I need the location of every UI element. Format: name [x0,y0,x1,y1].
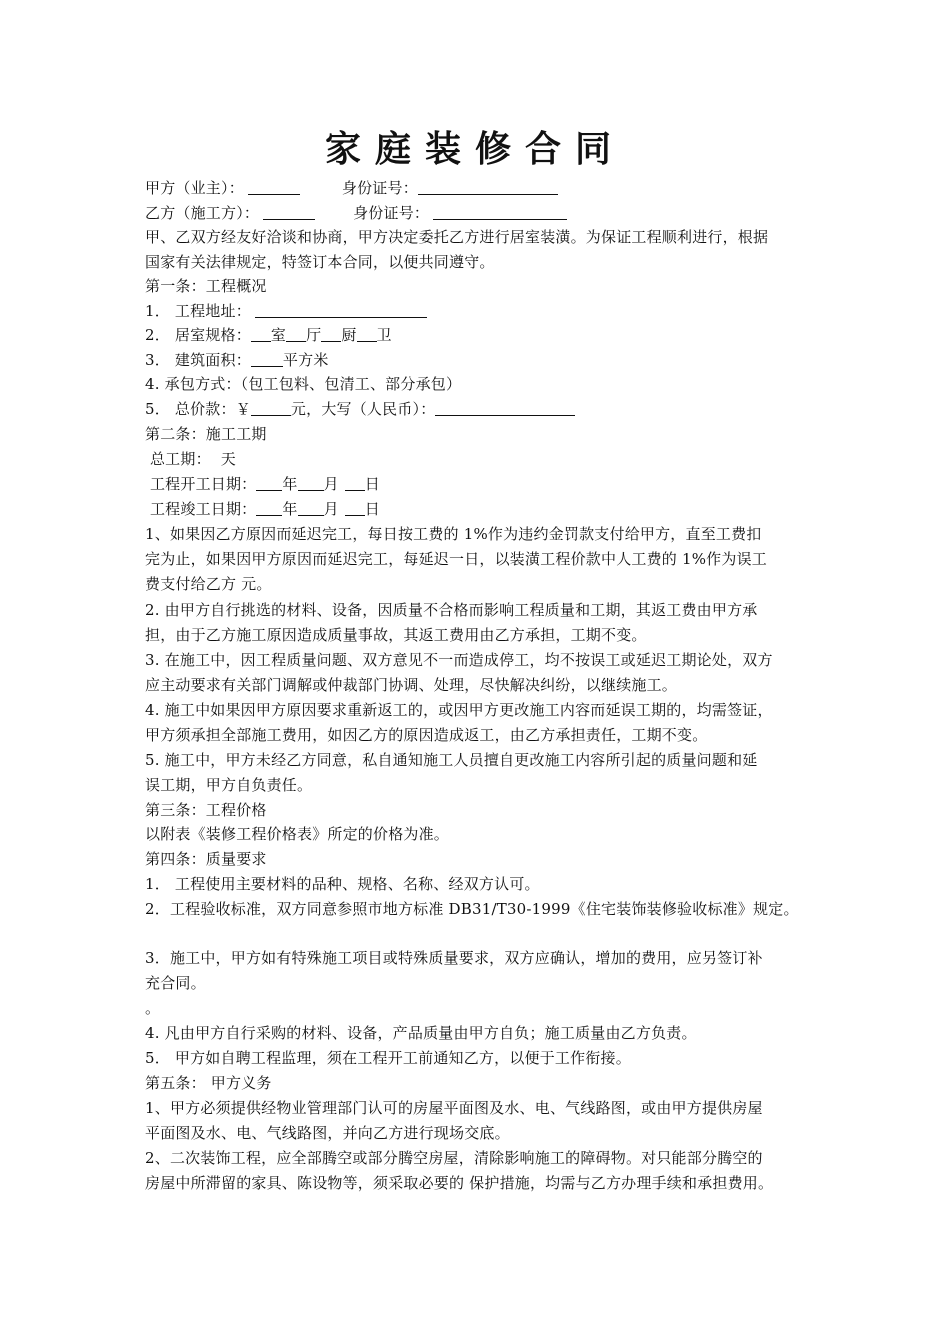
intro-line-2: 国家有关法律规定，特签订本合同，以便共同遵守。 [145,253,495,271]
obligation-1-line-2: 平面图及水、电、气线路图，并向乙方进行现场交底。 [145,1124,510,1142]
contract-mode-line: 4. 承包方式：（包工包料、包清工、部分承包） [145,375,462,393]
start-year-unit: 年 [282,475,298,493]
rework-clause-line-1: 4. 施工中如果因甲方原因要求重新返工的，或因甲方更改施工内容而延误工期的，均需签证， [145,701,773,719]
quality-item-5: 5． 甲方如自聘工程监理，须在工程开工前通知乙方，以便于工作衔接。 [145,1049,631,1067]
start-date-line [145,472,380,496]
kitchen-unit: 厨 [341,326,357,344]
end-month-blank [298,499,324,516]
article-4-heading: 第四条：质量要求 [145,850,267,868]
party-a-blank [248,178,300,195]
delay-clause-line-1: 1、如果因乙方原因而延迟完工，每日按工费的 1%作为违约金罚款支付给甲方，直至工费扣 [145,525,762,543]
total-duration-line: 总工期： 天 [145,450,236,468]
article-3-heading: 第三条：工程价格 [145,801,267,819]
start-month-blank [298,474,324,491]
party-a-label: 甲方（业主）： [145,179,244,197]
total-price-line [145,397,575,421]
obligation-2-line-1: 2、二次装饰工程，应全部腾空或部分腾空房屋，清除影响施工的障碍物。对只能部分腾空的 [145,1149,763,1167]
room-unit: 室 [270,326,287,344]
party-b-label: 乙方（施工方）： [145,204,260,222]
rework-clause-line-2: 甲方须承担全部施工费用，如因乙方的原因造成返工，由乙方承担责任，工期不变。 [145,726,708,744]
delay-clause-line-2: 完为止，如果因甲方原因而延迟完工，每延迟一日，以装潢工程价款中人工费的 1%作为误工 [145,550,767,568]
dispute-clause-line-1: 3. 在施工中，因工程质量问题、双方意见不一而造成停工，均不按误工或延迟工期论处，双方 [145,651,773,669]
price-table-line: 以附表《装修工程价格表》所定的价格为准。 [145,825,450,843]
start-month-unit: 月 [323,475,339,493]
price-label: 5． 总价款：￥ [145,400,251,418]
end-year-blank [256,499,282,516]
stray-period: 。 [145,999,161,1017]
quality-item-3-line-2: 充合同。 [145,974,206,992]
quality-item-4: 4. 凡由甲方自行采购的材料、设备，产品质量由甲方自负；施工质量由乙方负责。 [145,1024,697,1042]
start-day-unit: 日 [364,475,380,493]
area-label: 3． 建筑面积： [145,351,251,369]
quality-item-2: 2．工程验收标准，双方同意参照市地方标准 DB31/T30-1999《住宅装饰装修验收标准》规定。 [145,900,799,918]
room-spec-label: 2． 居室规格： [145,326,251,344]
material-clause-line-1: 2. 由甲方自行挑选的材料、设备，因质量不合格而影响工程质量和工期，其返工费由甲方承 [145,601,758,619]
party-b-id-blank [433,203,567,220]
document-title: 家庭装修合同 [324,128,625,170]
area-line [145,348,329,372]
party-a-line [145,176,558,200]
hall-unit: 厅 [306,326,322,344]
material-clause-line-2: 担，由于乙方施工原因造成质量事故，其返工费用由乙方承担，工期不变。 [145,626,647,644]
quality-item-1: 1． 工程使用主要材料的品种、规格、名称、经双方认可。 [145,875,540,893]
start-date-label: 工程开工日期： [145,475,257,493]
article-5-heading: 第五条： 甲方义务 [145,1074,272,1092]
article-2-heading: 第二条：施工工期 [145,425,267,443]
article-1-heading: 第一条：工程概况 [145,277,267,295]
unauthorized-change-line-2: 误工期，甲方自负责任。 [145,776,313,794]
delay-clause-line-3: 费支付给乙方 元。 [145,575,272,593]
end-day-blank [345,499,365,516]
start-day-blank [345,474,365,491]
room-spec-line [145,323,392,347]
area-unit: 平方米 [282,351,329,369]
end-year-unit: 年 [282,500,298,518]
price-unit: 元，大写（人民币）： [290,400,436,418]
area-blank [251,350,283,367]
party-b-blank [263,203,315,220]
bath-blank [357,325,377,342]
price-blank [251,399,291,416]
intro-line-1: 甲、乙双方经友好洽谈和协商，甲方决定委托乙方进行居室装潢。为保证工程顺利进行，根据 [145,228,769,246]
address-line [145,299,427,323]
party-b-line [145,201,567,225]
start-year-blank [256,474,282,491]
obligation-2-line-2: 房屋中所滞留的家具、陈设物等，须采取必要的 保护措施，均需与乙方办理手续和承担费用。 [145,1174,774,1192]
end-date-line [145,497,380,521]
party-b-id-label: 身份证号： [353,204,430,222]
dispute-clause-line-2: 应主动要求有关部门调解或仲裁部门协调、处理，尽快解决纠纷，以继续施工。 [145,676,678,694]
party-a-id-label: 身份证号： [341,179,418,197]
room-blank [251,325,271,342]
end-date-label: 工程竣工日期： [145,500,257,518]
party-a-id-blank [418,178,558,195]
bath-unit: 卫 [376,326,392,344]
address-blank [255,301,427,318]
obligation-1-line-1: 1、甲方必须提供经物业管理部门认可的房屋平面图及水、电、气线路图，或由甲方提供房屋 [145,1099,763,1117]
quality-item-3-line-1: 3．施工中，甲方如有特殊施工项目或特殊质量要求，双方应确认，增加的费用，应另签订补 [145,949,763,967]
unauthorized-change-line-1: 5. 施工中，甲方未经乙方同意，私自通知施工人员擅自更改施工内容所引起的质量问题和延 [145,751,758,769]
end-month-unit: 月 [323,500,339,518]
end-day-unit: 日 [364,500,380,518]
price-words-blank [435,399,575,416]
kitchen-blank [321,325,341,342]
hall-blank [286,325,306,342]
address-label: 1． 工程地址： [145,302,251,320]
